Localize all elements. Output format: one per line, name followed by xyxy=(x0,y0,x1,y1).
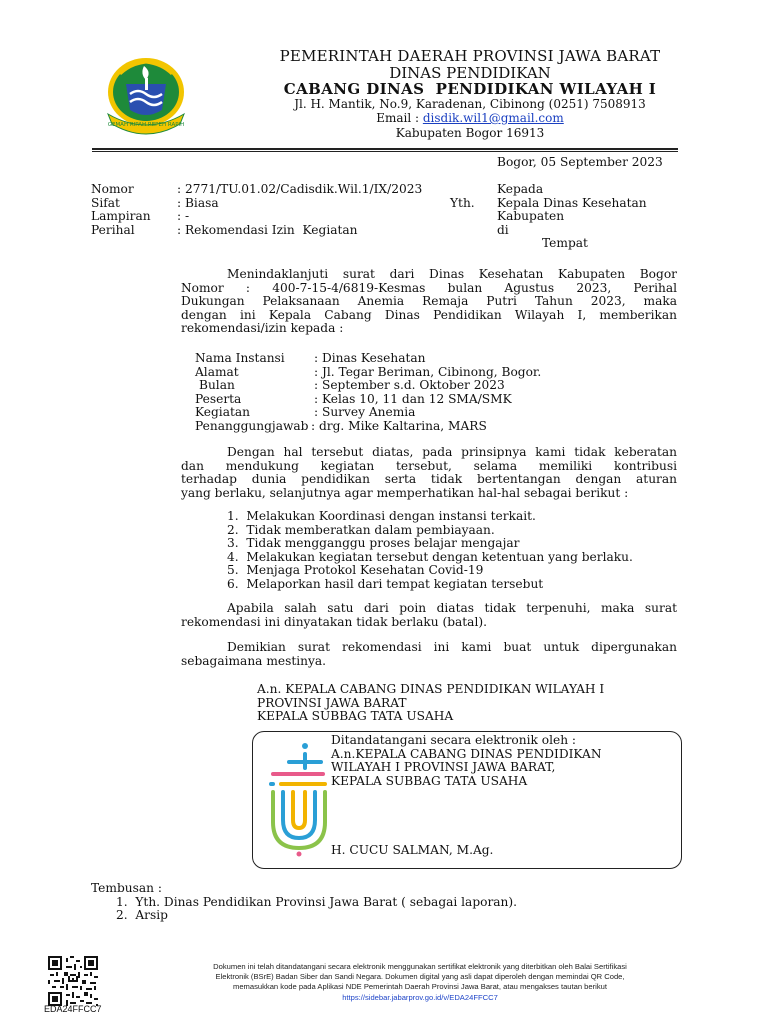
paragraph-line: dengan ini Kepala Cabang Dinas Pendidikan Wilayah I, memberikan xyxy=(181,307,677,322)
signature-an-line1: A.n. KEPALA CABANG DINAS PENDIDIKAN WILAYAH I xyxy=(257,682,605,696)
detail-row xyxy=(195,366,675,380)
letterhead-branch: CABANG DINAS PENDIDIKAN WILAYAH I xyxy=(283,80,657,98)
detail-label: Kegiatan xyxy=(195,405,250,420)
signature-heading xyxy=(257,683,677,724)
condition-item: 5. Menjaga Protokol Kesehatan Covid-19 xyxy=(227,563,484,578)
conditions-list xyxy=(227,510,677,592)
bsre-signature-logo-icon xyxy=(265,740,335,858)
condition-item: 6. Melaporkan hasil dari tempat kegiatan tersebut xyxy=(227,576,544,591)
nomor-value: : 2771/TU.01.02/Cadisdik.Wil.1/IX/2023 xyxy=(177,182,423,196)
signature-box-line1: A.n.KEPALA CABANG DINAS PENDIDIKAN xyxy=(331,746,602,761)
letter-meta xyxy=(91,183,491,237)
paragraph-line: yang berlaku, selanjutnya agar memperhatikan hal-hal sebagai berikut : xyxy=(181,485,629,500)
paragraph-line: Demikian surat rekomendasi ini kami buat untuk dipergunakan xyxy=(227,640,677,654)
detail-value: : Dinas Kesehatan xyxy=(314,351,426,365)
email-link[interactable]: disdik.wil1@gmail.com xyxy=(422,111,564,125)
detail-value: : drg. Mike Kaltarina, MARS xyxy=(311,418,487,433)
perihal-label: Perihal xyxy=(91,222,135,237)
paragraph-line: Dengan hal tersebut diatas, pada prinsipnya kami tidak keberatan xyxy=(227,445,677,459)
lampiran-value: : - xyxy=(177,209,190,224)
letterhead-email-line xyxy=(170,111,768,125)
detail-value: : September s.d. Oktober 2023 xyxy=(314,378,505,393)
detail-label: Nama Instansi xyxy=(195,351,285,365)
detail-value: : Survey Anemia xyxy=(314,405,416,420)
paragraph-line: dan mendukung kegiatan tersebut, selama memiliki kontribusi xyxy=(181,458,677,473)
sifat-value: : Biasa xyxy=(177,195,219,210)
paragraph-line: sebagaimana mestinya. xyxy=(181,653,327,668)
details-list xyxy=(195,352,675,434)
paragraph-line: Dukungan Pelaksanaan Anemia Remaja Putri Tahun 2023, maka xyxy=(181,294,677,309)
detail-label: Bulan xyxy=(199,378,235,393)
paragraph-closing xyxy=(181,641,677,668)
condition-item: 1. Melakukan Koordinasi dengan instansi terkait. xyxy=(227,509,536,523)
signature-an-line3: KEPALA SUBBAG TATA USAHA xyxy=(257,709,454,724)
tembusan-block xyxy=(91,882,651,923)
footer-line: Elektronik (BSrE) Badan Siber dan Sandi Negara. Dokumen digital yang asli dapat diperoleh dengan memindai QR Code, xyxy=(215,972,625,982)
paragraph-line: rekomendasi ini dinyatakan tidak berlaku (batal). xyxy=(181,614,487,629)
condition-item: 3. Tidak mengganggu proses belajar mengajar xyxy=(227,536,520,551)
detail-row xyxy=(195,420,675,434)
qr-code-label: EDA24FFCC7 xyxy=(44,1004,102,1014)
tembusan-title: Tembusan : xyxy=(91,881,162,895)
detail-label: Peserta xyxy=(195,391,242,406)
tembusan-item: 2. Arsip xyxy=(116,908,168,923)
detail-row xyxy=(195,352,675,366)
letter-date: Bogor, 05 September 2023 xyxy=(497,155,663,169)
paragraph-conditions-intro xyxy=(181,446,677,500)
email-label: Email : xyxy=(376,111,423,125)
paragraph-line: Menindaklanjuti surat dari Dinas Kesehatan Kabupaten Bogor xyxy=(227,267,677,281)
perihal-value: : Rekomendasi Izin Kegiatan xyxy=(177,222,358,237)
nomor-label: Nomor xyxy=(91,182,134,196)
letterhead xyxy=(0,0,768,150)
svg-text:GEMAH RIPAH REPEH RAPIH: GEMAH RIPAH REPEH RAPIH xyxy=(107,122,185,128)
recipient-kepada: Kepada xyxy=(497,182,544,196)
paragraph-line: terhadap dunia pendidikan serta tidak bertentangan dengan aturan xyxy=(181,472,677,487)
letterhead-department: DINAS PENDIDIKAN xyxy=(389,64,551,82)
recipient-block xyxy=(450,183,690,253)
detail-label-responsible: Penanggungjawab xyxy=(195,418,309,433)
verification-qr-code-icon[interactable] xyxy=(48,956,98,1006)
signatory-name: H. CUCU SALMAN, M.Ag. xyxy=(331,843,494,857)
letterhead-divider-thin xyxy=(92,151,678,152)
recipient-yth: Yth. xyxy=(450,195,475,210)
recipient-tempat: Tempat xyxy=(542,236,588,251)
footer-line: Dokumen ini telah ditandatangani secara elektronik menggunakan sertifikat elektronik yang diterbitkan oleh Balai Sertifikasi xyxy=(213,962,627,971)
electronic-signature-box xyxy=(252,731,682,869)
recipient-di: di xyxy=(497,222,509,237)
signature-an-line2: PROVINSI JAWA BARAT xyxy=(257,695,407,710)
footer-line: memasukkan kode pada Aplikasi NDE Pemerintah Daerah Provinsi Jawa Barat, atau mengakses tautan berikut xyxy=(233,982,607,992)
detail-row xyxy=(195,406,675,420)
condition-item: 4. Melakukan kegiatan tersebut dengan ketentuan yang berlaku. xyxy=(227,549,633,564)
paragraph-line: Nomor : 400-7-15-4/6819-Kesmas bulan Agustus 2023, Perihal xyxy=(181,280,677,295)
detail-row xyxy=(195,393,675,407)
lampiran-label: Lampiran xyxy=(91,209,151,224)
signature-box-line3: KEPALA SUBBAG TATA USAHA xyxy=(331,773,528,788)
detail-row xyxy=(195,379,675,393)
tembusan-item: 1. Yth. Dinas Pendidikan Provinsi Jawa Barat ( sebagai laporan). xyxy=(116,894,518,909)
letterhead-divider-thick xyxy=(92,148,678,150)
paragraph-opening xyxy=(181,268,677,336)
paragraph-validity xyxy=(181,602,677,629)
letterhead-government: PEMERINTAH DAERAH PROVINSI JAWA BARAT xyxy=(279,47,661,65)
condition-item: 2. Tidak memberatkan dalam pembiayaan. xyxy=(227,522,495,537)
letterhead-address: Jl. H. Mantik, No.9, Karadenan, Cibinong (0251) 7508913 xyxy=(294,97,646,111)
paragraph-line: Apabila salah satu dari poin diatas tidak terpenuhi, maka surat xyxy=(227,601,677,615)
signature-box-line2: WILAYAH I PROVINSI JAWA BARAT, xyxy=(331,760,556,775)
signature-box-text xyxy=(331,734,671,788)
detail-value: : Kelas 10, 11 dan 12 SMA/SMK xyxy=(314,391,512,406)
recipient-line1: Kepala Dinas Kesehatan xyxy=(497,195,647,210)
detail-label: Alamat xyxy=(195,364,239,379)
letterhead-city: Kabupaten Bogor 16913 xyxy=(395,126,545,140)
signed-by-label: Ditandatangani secara elektronik oleh : xyxy=(331,733,577,747)
detail-value: : Jl. Tegar Beriman, Cibinong, Bogor. xyxy=(314,364,542,379)
footer-disclaimer xyxy=(118,962,722,1003)
paragraph-line: rekomendasi/izin kepada : xyxy=(181,321,344,336)
sifat-label: Sifat xyxy=(91,195,120,210)
recipient-line2: Kabupaten xyxy=(497,209,565,224)
verification-link[interactable]: https://sidebar.jabarprov.go.id/v/EDA24FFCC7 xyxy=(342,992,498,1002)
